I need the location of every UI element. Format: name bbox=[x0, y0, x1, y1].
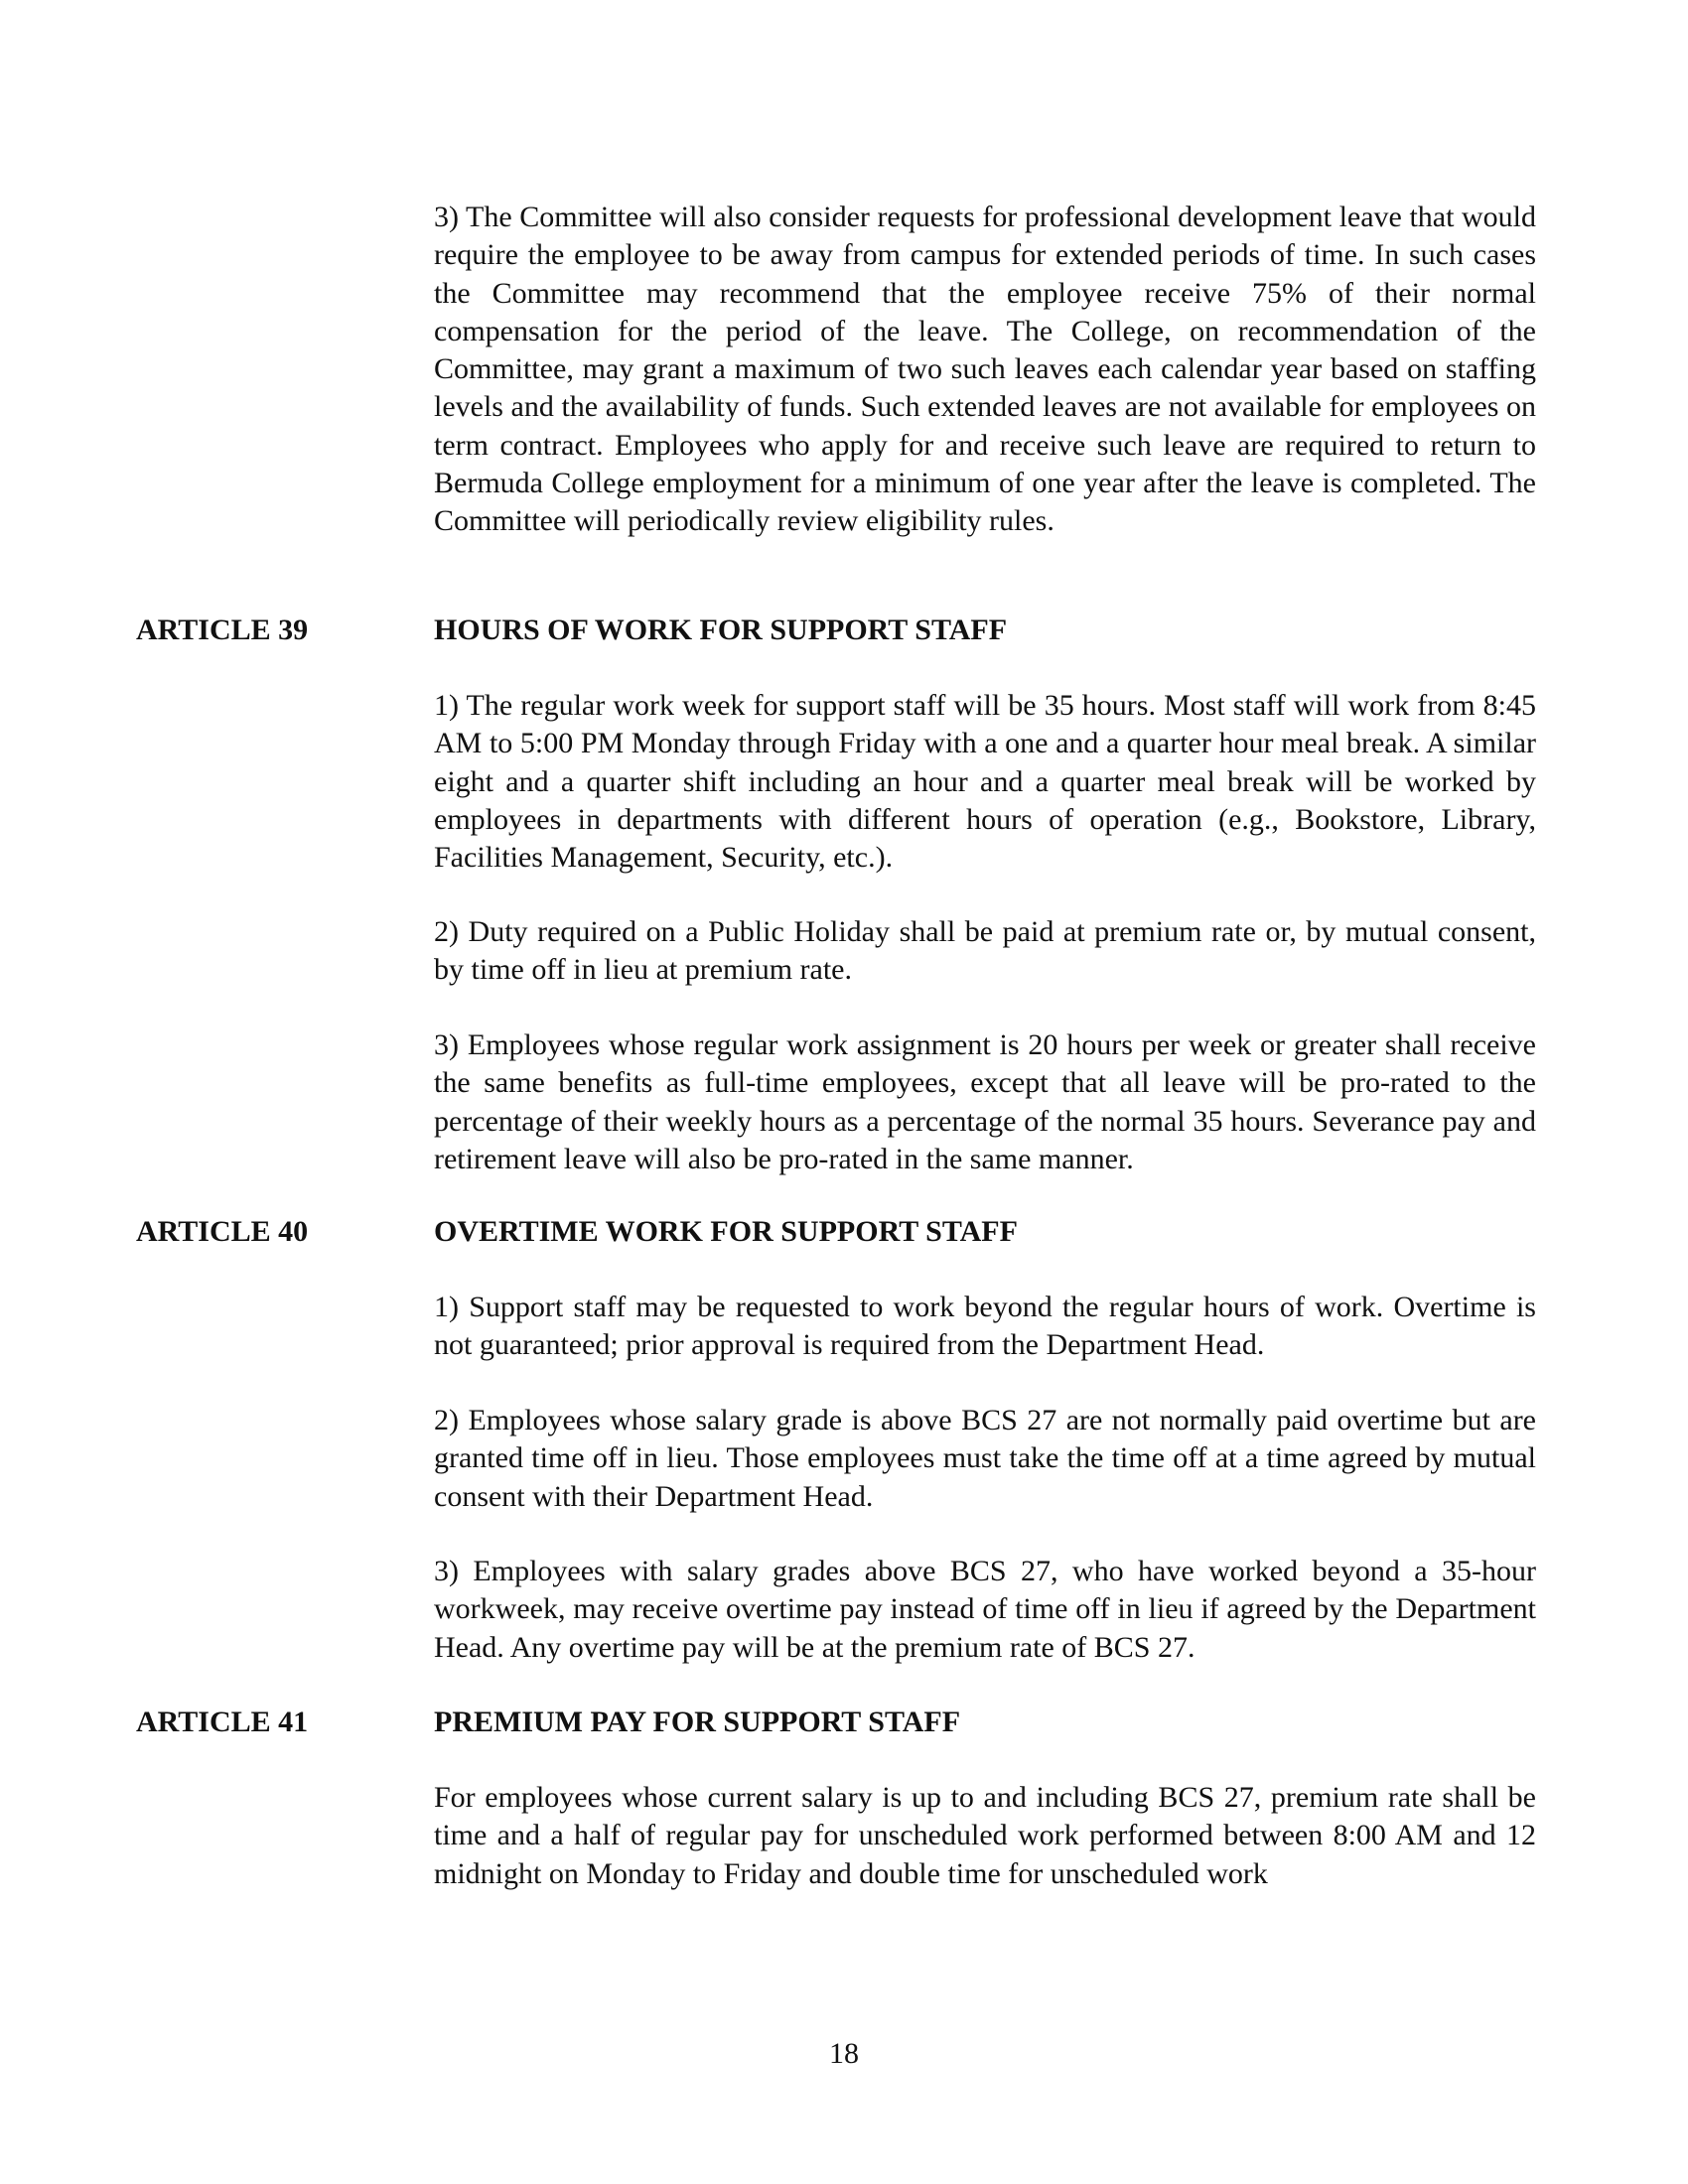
article-41-label: ARTICLE 41 bbox=[136, 1706, 309, 1738]
article-41-title: PREMIUM PAY FOR SUPPORT STAFF bbox=[434, 1706, 961, 1738]
article-40-title: OVERTIME WORK FOR SUPPORT STAFF bbox=[434, 1215, 1018, 1248]
intro-paragraph: 3) The Committee will also consider requests for professional development leave that would require the employee to be away from campus for extended periods of time. In such cases the Committee may recommend that the employee receive 75% of their normal compensation for the period of the leave. The College, on recommendation of the Committee, may grant a maximum of two such leaves each calendar year based on staffing levels and the availability of funds. Such extended leaves are not available for employees on term contract. Employees who apply for and receive such leave are required to return to Bermuda College employment for a minimum of one year after the leave is completed. The Committee will periodically review eligibility rules. bbox=[434, 201, 1536, 538]
page-number: 18 bbox=[829, 2037, 859, 2070]
article-39-paragraph-1: 1) The regular work week for support staff will be 35 hours. Most staff will work from 8:45 AM to 5:00 PM Monday through Friday with a one and a quarter hour meal break. A similar eight and a quarter shift including an hour and a quarter meal break will be worked by employees in departments with different hours of operation (e.g., Bookstore, Library, Facilities Management, Security, etc.). bbox=[434, 689, 1536, 875]
article-39-paragraph-2: 2) Duty required on a Public Holiday shall be paid at premium rate or, by mutual consent, by time off in lieu at premium rate. bbox=[434, 915, 1536, 987]
article-39-paragraph-3: 3) Employees whose regular work assignment is 20 hours per week or greater shall receive the same benefits as full-time employees, except that all leave will be pro-rated to the percentage of their weekly hours as a percentage of the normal 35 hours. Severance pay and retirement leave will also be pro-rated in the same manner. bbox=[434, 1028, 1536, 1175]
article-39-title: HOURS OF WORK FOR SUPPORT STAFF bbox=[434, 614, 1008, 646]
article-40-paragraph-3: 3) Employees with salary grades above BCS 27, who have worked beyond a 35-hour workweek, may receive overtime pay instead of time off in lieu if agreed by the Department Head. Any overtime pay will be at the premium rate of BCS 27. bbox=[434, 1555, 1536, 1664]
article-39-label: ARTICLE 39 bbox=[136, 614, 309, 646]
article-40-paragraph-1: 1) Support staff may be requested to work beyond the regular hours of work. Overtime is not guaranteed; prior approval is required from the Department Head. bbox=[434, 1291, 1536, 1362]
article-40-label: ARTICLE 40 bbox=[136, 1215, 309, 1248]
article-40-paragraph-2: 2) Employees whose salary grade is above BCS 27 are not normally paid overtime but are granted time off in lieu. Those employees must take the time off at a time agreed by mutual consent with their Department Head. bbox=[434, 1404, 1536, 1513]
article-41-paragraph-1: For employees whose current salary is up to and including BCS 27, premium rate shall be time and a half of regular pay for unscheduled work performed between 8:00 AM and 12 midnight on Monday to Friday and double time for unscheduled work bbox=[434, 1781, 1536, 1890]
